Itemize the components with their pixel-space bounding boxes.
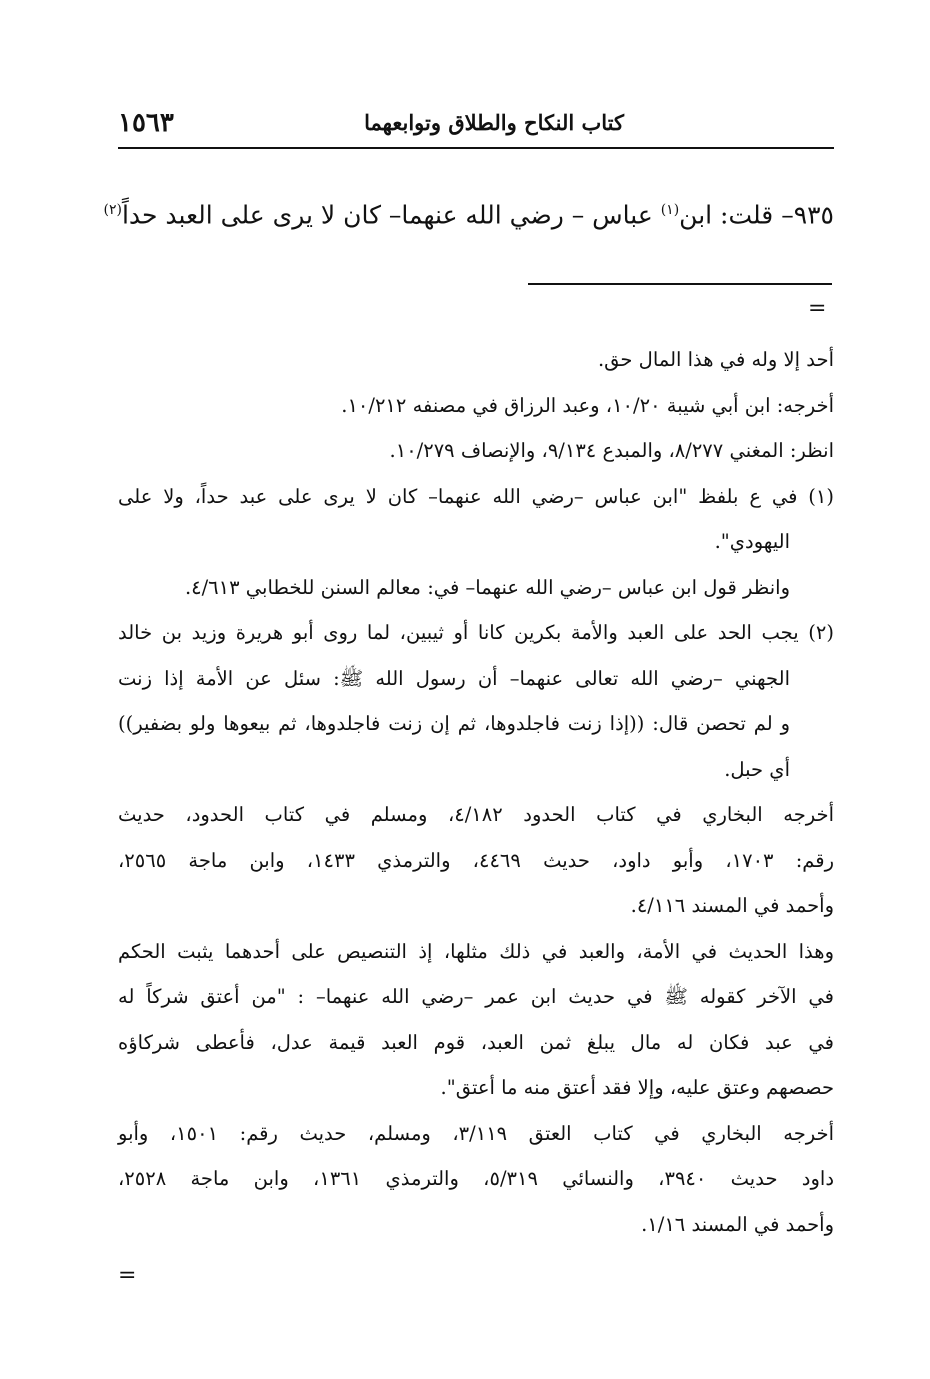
footnote-line: أي حبل. bbox=[724, 757, 790, 781]
footnote-line: الجهني –رضي الله تعالى عنهما– أن رسول الله ﷺ: سئل عن الأمة إذا زنت bbox=[118, 666, 790, 690]
footnote-line: أخرجه البخاري في كتاب العتق ٣/١١٩، ومسلم، حديث رقم: ١٥٠١، وأبو bbox=[118, 1121, 834, 1145]
continuation-mark-top: = bbox=[808, 296, 827, 321]
footnote-ref-2: (٢) bbox=[103, 202, 122, 218]
footnote-line: أخرجه البخاري في كتاب الحدود ٤/١٨٢، ومسلم في كتاب الحدود، حديث bbox=[118, 803, 834, 826]
footnote-line: في عبد فكان له مال يبلغ ثمن العبد، قوم العبد قيمة عدل، فأعطى شركاؤه bbox=[118, 1030, 834, 1054]
footnote-line: أحد إلا وله في هذا المال حق. bbox=[597, 348, 834, 371]
continuation-mark-bottom: = bbox=[118, 1263, 137, 1288]
footnotes-block bbox=[118, 337, 834, 1247]
footnote-line: في الآخر كقوله ﷺ في حديث ابن عمر –رضي الله عنهما– : "من أعتق شركاً له bbox=[118, 985, 834, 1008]
footnote-line: وأحمد في المسند ٤/١١٦. bbox=[630, 894, 834, 917]
footnote-line: وأحمد في المسند ١/١٦. bbox=[641, 1212, 834, 1236]
footnote-line: اليهودي". bbox=[714, 530, 790, 553]
footnote-line: (١) في ع بلفظ "ابن عباس –رضي الله عنهما– كان لا يرى على عبد حداً، ولا على bbox=[118, 484, 834, 508]
page-header bbox=[118, 108, 834, 144]
running-title: كتاب النكاح والطلاق وتوابعهما bbox=[364, 110, 624, 135]
footnote-line: وانظر قول ابن عباس –رضي الله عنهما– في: معالم السنن للخطابي ٤/٦١٣. bbox=[184, 575, 790, 599]
main-text-part-2: عباس – رضي الله عنهما– كان لا يرى على العبد حداً bbox=[121, 200, 661, 230]
footnote-line: داود حديث ٣٩٤٠، والنسائي ٥/٣١٩، والترمذي ١٣٦١، وابن ماجة ٢٥٢٨، bbox=[118, 1167, 834, 1190]
main-text-part-1: ٩٣٥– قلت: ابن bbox=[679, 200, 834, 230]
header-rule bbox=[118, 147, 834, 149]
footnote-line: أخرجه: ابن أبي شيبة ١٠/٢٠، وعبد الرزاق في مصنفه ١٠/٢١٢. bbox=[341, 393, 834, 417]
footnote-line: حصصهم وعتق عليه، وإلا فقد أعتق منه ما أعتق". bbox=[440, 1076, 834, 1099]
footnote-line: و لم تحصن قال: ((إذا زنت فاجلدوها، ثم إن زنت فاجلدوها، ثم بيعوها ولو بضفير)) bbox=[118, 712, 790, 735]
main-text-line bbox=[103, 190, 834, 235]
footnote-line: رقم: ١٧٠٣، وأبو داود، حديث ٤٤٦٩، والترمذي ١٤٣٣، وابن ماجة ٢٥٦٥، bbox=[118, 848, 834, 872]
footnote-separator bbox=[528, 283, 832, 285]
page-number: ١٥٦٣ bbox=[118, 108, 174, 138]
footnote-ref-1: (١) bbox=[660, 202, 680, 218]
footnote-line: انظر: المغني ٨/٢٧٧، والمبدع ٩/١٣٤، والإنصاف ١٠/٢٧٩. bbox=[389, 439, 834, 462]
footnote-line: (٢) يجب الحد على العبد والأمة بكرين كانا أو ثيبين، لما روى أبو هريرة وزيد بن خالد bbox=[118, 621, 834, 644]
footnote-line: وهذا الحديث في الأمة، والعبد في ذلك مثلها، إذ التنصيص على أحدهما يثبت الحكم bbox=[118, 939, 834, 963]
